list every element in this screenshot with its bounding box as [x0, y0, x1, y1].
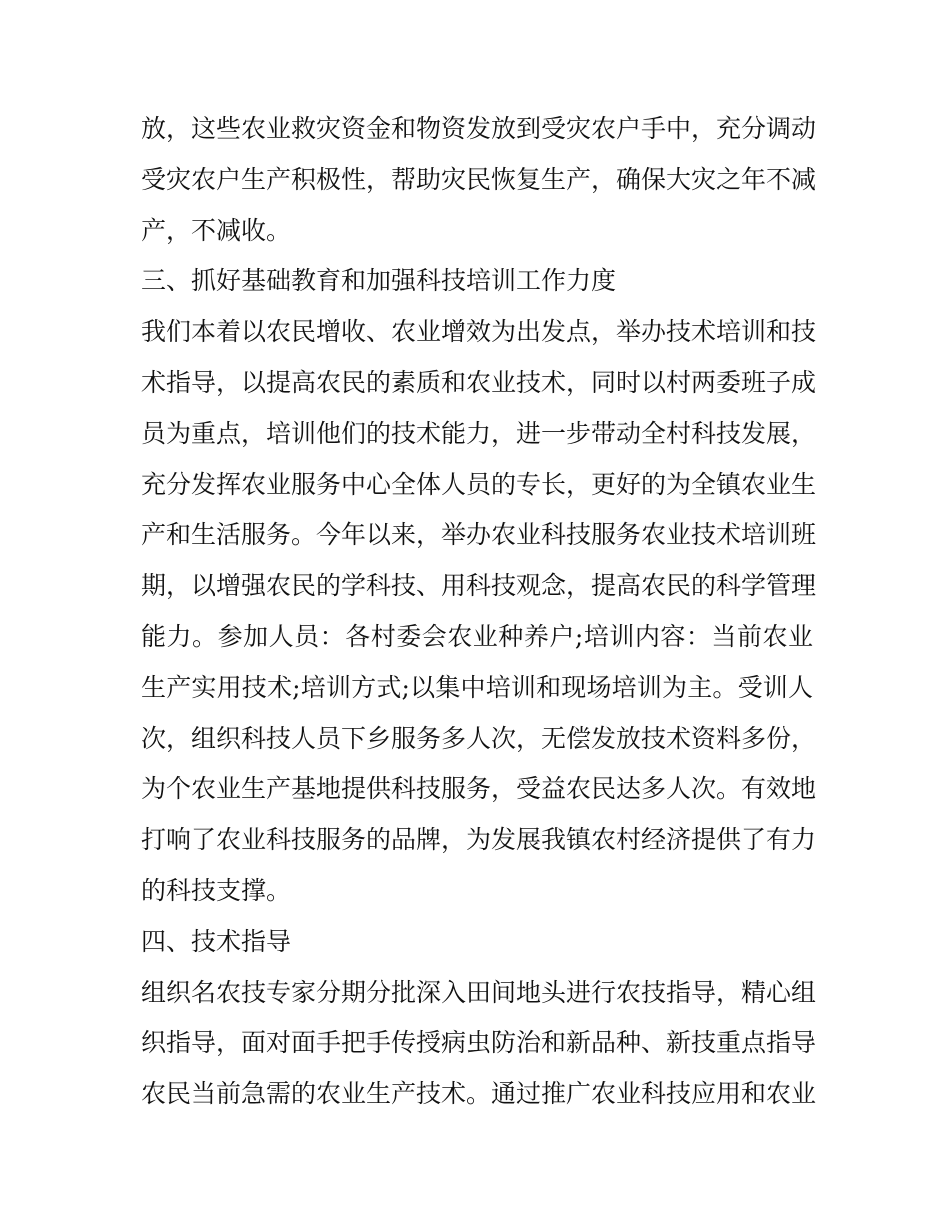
- paragraph-line: 生产实用技术;培训方式;以集中培训和现场培训为主。受训人: [141, 672, 813, 702]
- paragraph-line: 受灾农户生产积极性，帮助灾民恢复生产，确保大灾之年不减: [141, 164, 817, 194]
- paragraph-line: 放，这些农业救灾资金和物资发放到受灾农户手中，充分调动: [141, 114, 817, 143]
- document-body: [141, 104, 817, 1120]
- paragraph-line: 打响了农业科技服务的品牌，为发展我镇农村经济提供了有力: [141, 825, 817, 855]
- paragraph-line: 我们本着以农民增收、农业增效为出发点，举办技术培训和技: [141, 317, 817, 347]
- paragraph-line: 期，以增强农民的学科技、用科技观念，提高农民的科学管理: [141, 571, 817, 601]
- paragraph-line: 术指导，以提高农民的素质和农业技术，同时以村两委班子成: [141, 367, 817, 397]
- paragraph-line: 能力。参加人员：各村委会农业种养户;培训内容：当前农业: [141, 621, 813, 651]
- paragraph-line: 组织名农技专家分期分批深入田间地头进行农技指导，精心组: [141, 977, 817, 1007]
- paragraph-line: 的科技支撑。: [141, 875, 292, 905]
- section-heading: 三、抓好基础教育和加强科技培训工作力度: [141, 266, 617, 296]
- paragraph-line: 织指导，面对面手把手传授病虫防治和新品种、新技重点指导: [141, 1028, 817, 1058]
- section-heading: 四、技术指导: [141, 926, 292, 956]
- paragraph-line: 农民当前急需的农业生产技术。通过推广农业科技应用和农业: [141, 1079, 817, 1109]
- paragraph-line: 员为重点，培训他们的技术能力，进一步带动全村科技发展，: [141, 418, 817, 448]
- paragraph-line: 为个农业生产基地提供科技服务，受益农民达多人次。有效地: [141, 774, 817, 804]
- paragraph-line: 次，组织科技人员下乡服务多人次，无偿发放技术资料多份，: [141, 723, 817, 753]
- paragraph-line: 充分发挥农业服务中心全体人员的专长，更好的为全镇农业生: [141, 469, 817, 499]
- paragraph-line: 产和生活服务。今年以来，举办农业科技服务农业技术培训班: [141, 520, 817, 550]
- paragraph-line: 产，不减收。: [141, 215, 292, 245]
